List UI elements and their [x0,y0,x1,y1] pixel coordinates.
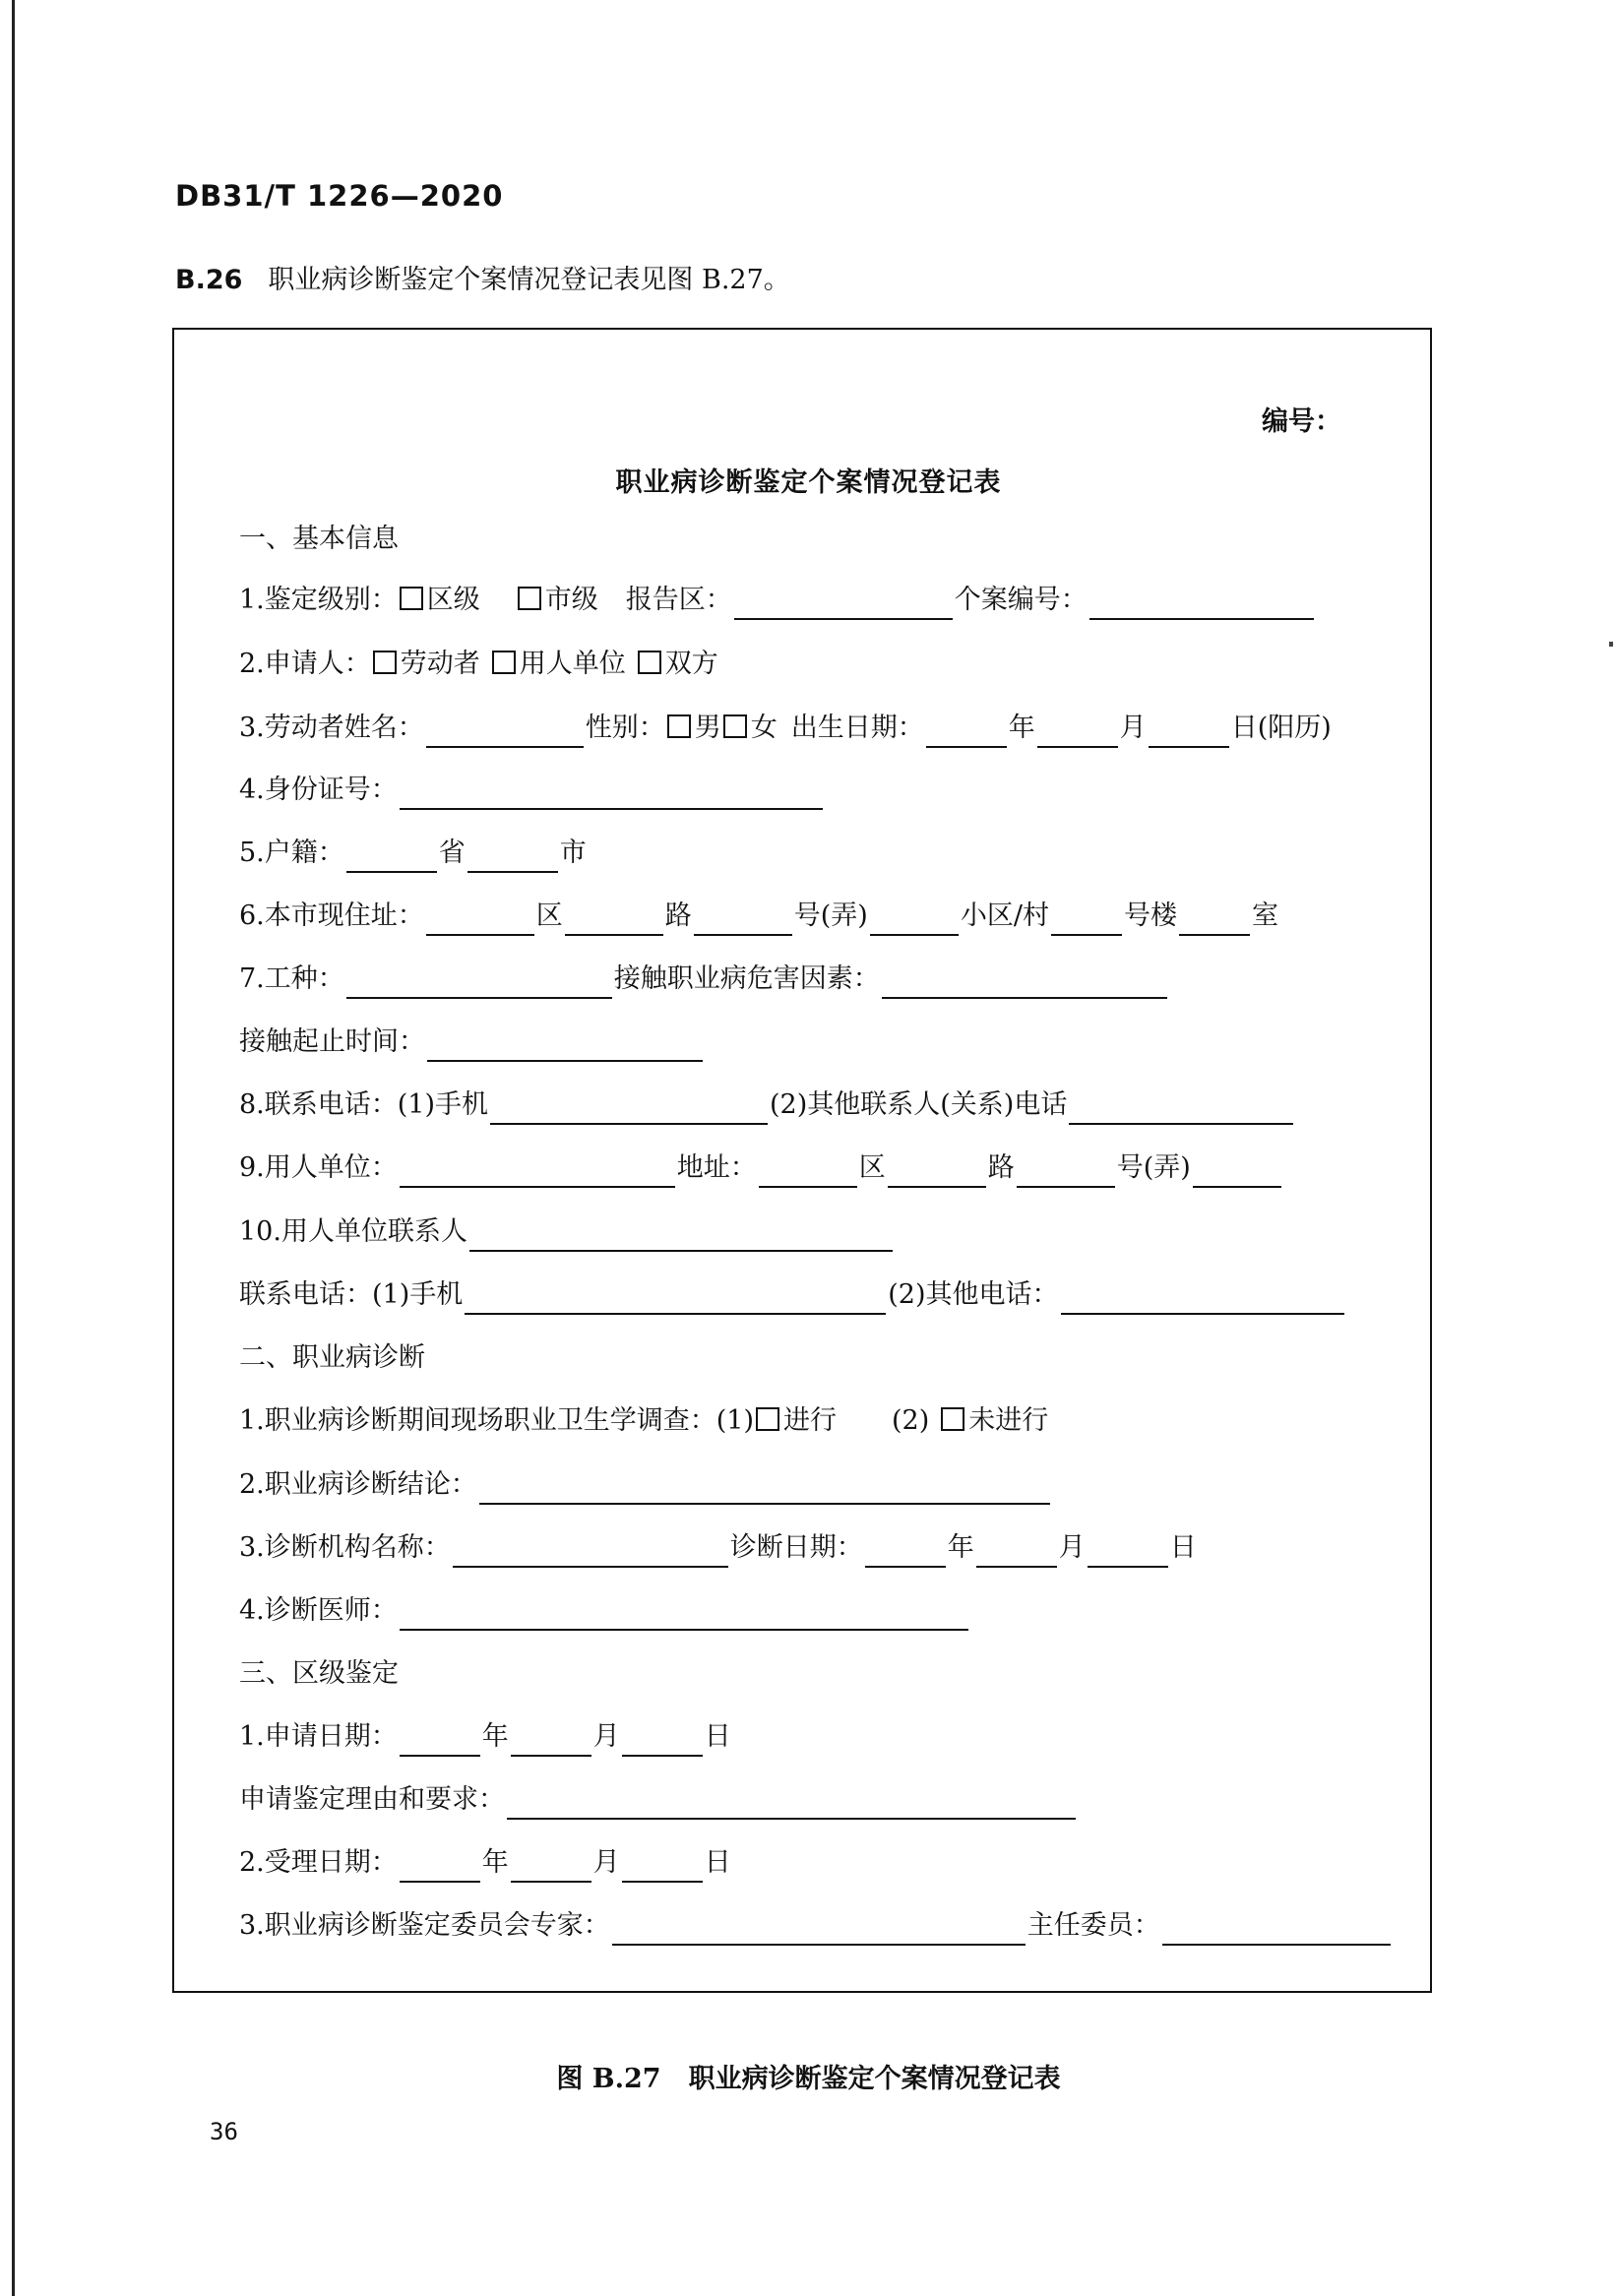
label: 4.诊断医师： [239,1595,398,1626]
row-phone [239,1086,1295,1125]
option-label: 男 [694,713,721,743]
birth-year-field[interactable] [926,716,1007,748]
label: 4.身份证号： [239,775,398,805]
label: 诊断日期： [729,1532,863,1563]
label: 申请鉴定理由和要求： [239,1784,505,1815]
option-label: 区级 [426,585,480,615]
row-employer [239,1148,1283,1188]
label: 6.本市现住址： [239,900,424,931]
label: 月 [592,1721,620,1752]
page-number: 36 [210,2118,238,2145]
checkbox-city[interactable] [518,587,541,610]
diagnosis-conclusion-field[interactable] [479,1473,1050,1505]
row-applicant [239,645,718,684]
employer-district-field[interactable] [759,1156,857,1188]
label: 号(弄) [1116,1152,1191,1183]
row-job-type [239,960,1169,999]
section-district-appraisal-title: 三、区级鉴定 [239,1658,399,1689]
employer-number-field[interactable] [1017,1156,1115,1188]
report-area-field[interactable] [734,589,953,620]
label: 1.职业病诊断期间现场职业卫生学调查：(1) [239,1405,755,1436]
row-appraisal-level [239,581,1316,620]
option-label: 双方 [664,649,718,679]
label: (2)其他电话： [888,1279,1059,1310]
figure-title: 职业病诊断鉴定个案情况登记表 [688,2064,1061,2094]
row-exposure-period [239,1023,705,1062]
label: 日 [704,1847,731,1878]
label: 10.用人单位联系人 [239,1216,467,1247]
other-contact-phone-field[interactable] [1069,1093,1293,1125]
label: 3.职业病诊断鉴定委员会专家： [239,1910,610,1941]
hazard-field[interactable] [882,967,1167,999]
label: 日(阳历) [1230,713,1332,743]
scan-speck [1609,642,1613,647]
row-worker-name [239,709,1332,748]
label: 2.受理日期： [239,1847,398,1878]
employer-mobile-field[interactable] [465,1283,886,1315]
apply-day-field[interactable] [622,1725,703,1757]
birth-month-field[interactable] [1037,716,1118,748]
label: 1.申请日期： [239,1721,398,1752]
row-site-survey [239,1401,1048,1441]
label: 2.申请人： [239,649,371,679]
serial-label: 编号： [1262,406,1341,437]
label: 号楼 [1123,900,1177,931]
checkbox-female[interactable] [723,714,747,738]
row-application-date [239,1717,731,1757]
experts-field[interactable] [612,1914,1026,1946]
row-household [239,834,587,873]
label: 日 [704,1721,731,1752]
label: 主任委员： [1026,1910,1160,1941]
figure-number: 图 B.27 [556,2064,661,2094]
label: 5.户籍： [239,838,344,868]
label: 月 [1119,713,1147,743]
label: 9.用人单位： [239,1152,398,1183]
label: 1.鉴定级别： [239,585,398,615]
option-label: 女 [750,713,777,743]
label: 区 [858,1152,886,1183]
label: 日 [1169,1532,1197,1563]
label: 地址： [676,1152,757,1183]
institution-field[interactable] [453,1536,728,1568]
address-number-field[interactable] [694,904,792,936]
employer-field[interactable] [400,1156,675,1188]
option-label: 未进行 [968,1405,1049,1436]
intro-line [175,258,790,296]
label: 路 [987,1152,1015,1183]
label: 出生日期： [790,713,924,743]
id-number-field[interactable] [400,778,823,810]
row-acceptance-date [239,1843,731,1883]
label: (2) [892,1405,930,1436]
label: 8.联系电话：(1)手机 [239,1089,489,1120]
checkbox-employer[interactable] [492,651,516,674]
section-basic-info-title: 一、基本信息 [239,524,399,554]
address-district-field[interactable] [426,904,534,936]
label: 7.工种： [239,963,344,994]
section-diagnosis-title: 二、职业病诊断 [239,1342,425,1373]
accept-day-field[interactable] [622,1851,703,1883]
row-current-address [239,897,1278,936]
label: 年 [947,1532,974,1563]
diagnosis-month-field[interactable] [976,1536,1057,1568]
employer-road-field[interactable] [888,1156,986,1188]
birth-day-field[interactable] [1149,716,1229,748]
option-label: 劳动者 [400,649,480,679]
address-building-field[interactable] [1051,904,1122,936]
scan-edge-line [12,0,15,2296]
address-community-field[interactable] [870,904,959,936]
label: 报告区： [625,585,732,615]
checkbox-district[interactable] [400,587,423,610]
apply-year-field[interactable] [400,1725,480,1757]
option-label: 进行 [783,1405,838,1436]
label: 年 [481,1721,509,1752]
row-diagnosis-doctor [239,1591,970,1631]
label: 月 [1058,1532,1086,1563]
employer-other-phone-field[interactable] [1061,1283,1344,1315]
doctor-field[interactable] [400,1599,968,1631]
address-room-field[interactable] [1179,904,1250,936]
mobile-field[interactable] [490,1093,768,1125]
employer-extra-field[interactable] [1193,1156,1281,1188]
diagnosis-day-field[interactable] [1088,1536,1168,1568]
label: 市 [559,838,587,868]
form-title: 职业病诊断鉴定个案情况登记表 [615,467,1002,498]
option-label: 用人单位 [519,649,626,679]
accept-year-field[interactable] [400,1851,480,1883]
label: 区 [535,900,563,931]
row-committee [239,1906,1393,1946]
reason-field[interactable] [507,1788,1076,1820]
label: 2.职业病诊断结论： [239,1469,477,1500]
label: 月 [592,1847,620,1878]
intro-text: 职业病诊断鉴定个案情况登记表见图 B.27。 [268,265,790,295]
accept-month-field[interactable] [511,1851,591,1883]
address-road-field[interactable] [565,904,663,936]
exposure-period-field[interactable] [427,1030,703,1062]
label: 年 [1008,713,1035,743]
label: 小区/村 [960,900,1049,931]
figure-caption [0,2057,1617,2095]
row-diagnosis-conclusion [239,1465,1052,1505]
label: 个案编号： [954,585,1088,615]
option-label: 市级 [544,585,598,615]
employer-contact-field[interactable] [469,1220,893,1252]
apply-month-field[interactable] [511,1725,591,1757]
label: 联系电话：(1)手机 [239,1279,464,1310]
diagnosis-year-field[interactable] [865,1536,946,1568]
checkbox-worker[interactable] [373,651,397,674]
standard-code: DB31/T 1226—2020 [175,179,504,213]
checkbox-both[interactable] [638,651,661,674]
label: 接触职业病危害因素： [613,963,880,994]
label: 号(弄) [793,900,868,931]
row-diagnosis-institution [239,1528,1197,1568]
row-employer-phone [239,1275,1346,1315]
label: 3.诊断机构名称： [239,1532,451,1563]
row-application-reason [239,1780,1078,1820]
label: 3.劳动者姓名： [239,713,424,743]
worker-name-field[interactable] [426,716,584,748]
city-field[interactable] [467,841,558,873]
checkbox-male[interactable] [667,714,691,738]
label: 性别： [585,713,665,743]
case-number-field[interactable] [1089,589,1314,620]
province-field[interactable] [346,841,437,873]
row-employer-contact [239,1212,895,1252]
checkbox-survey-done[interactable] [756,1407,779,1431]
intro-number: B.26 [175,265,243,295]
label: 接触起止时间： [239,1026,425,1057]
label: 省 [438,838,466,868]
label: 年 [481,1847,509,1878]
label: (2)其他联系人(关系)电话 [770,1089,1068,1120]
label: 路 [664,900,692,931]
row-id-number [239,771,825,810]
chair-field[interactable] [1162,1914,1391,1946]
checkbox-survey-not-done[interactable] [941,1407,964,1431]
label: 室 [1251,900,1278,931]
job-type-field[interactable] [346,967,612,999]
